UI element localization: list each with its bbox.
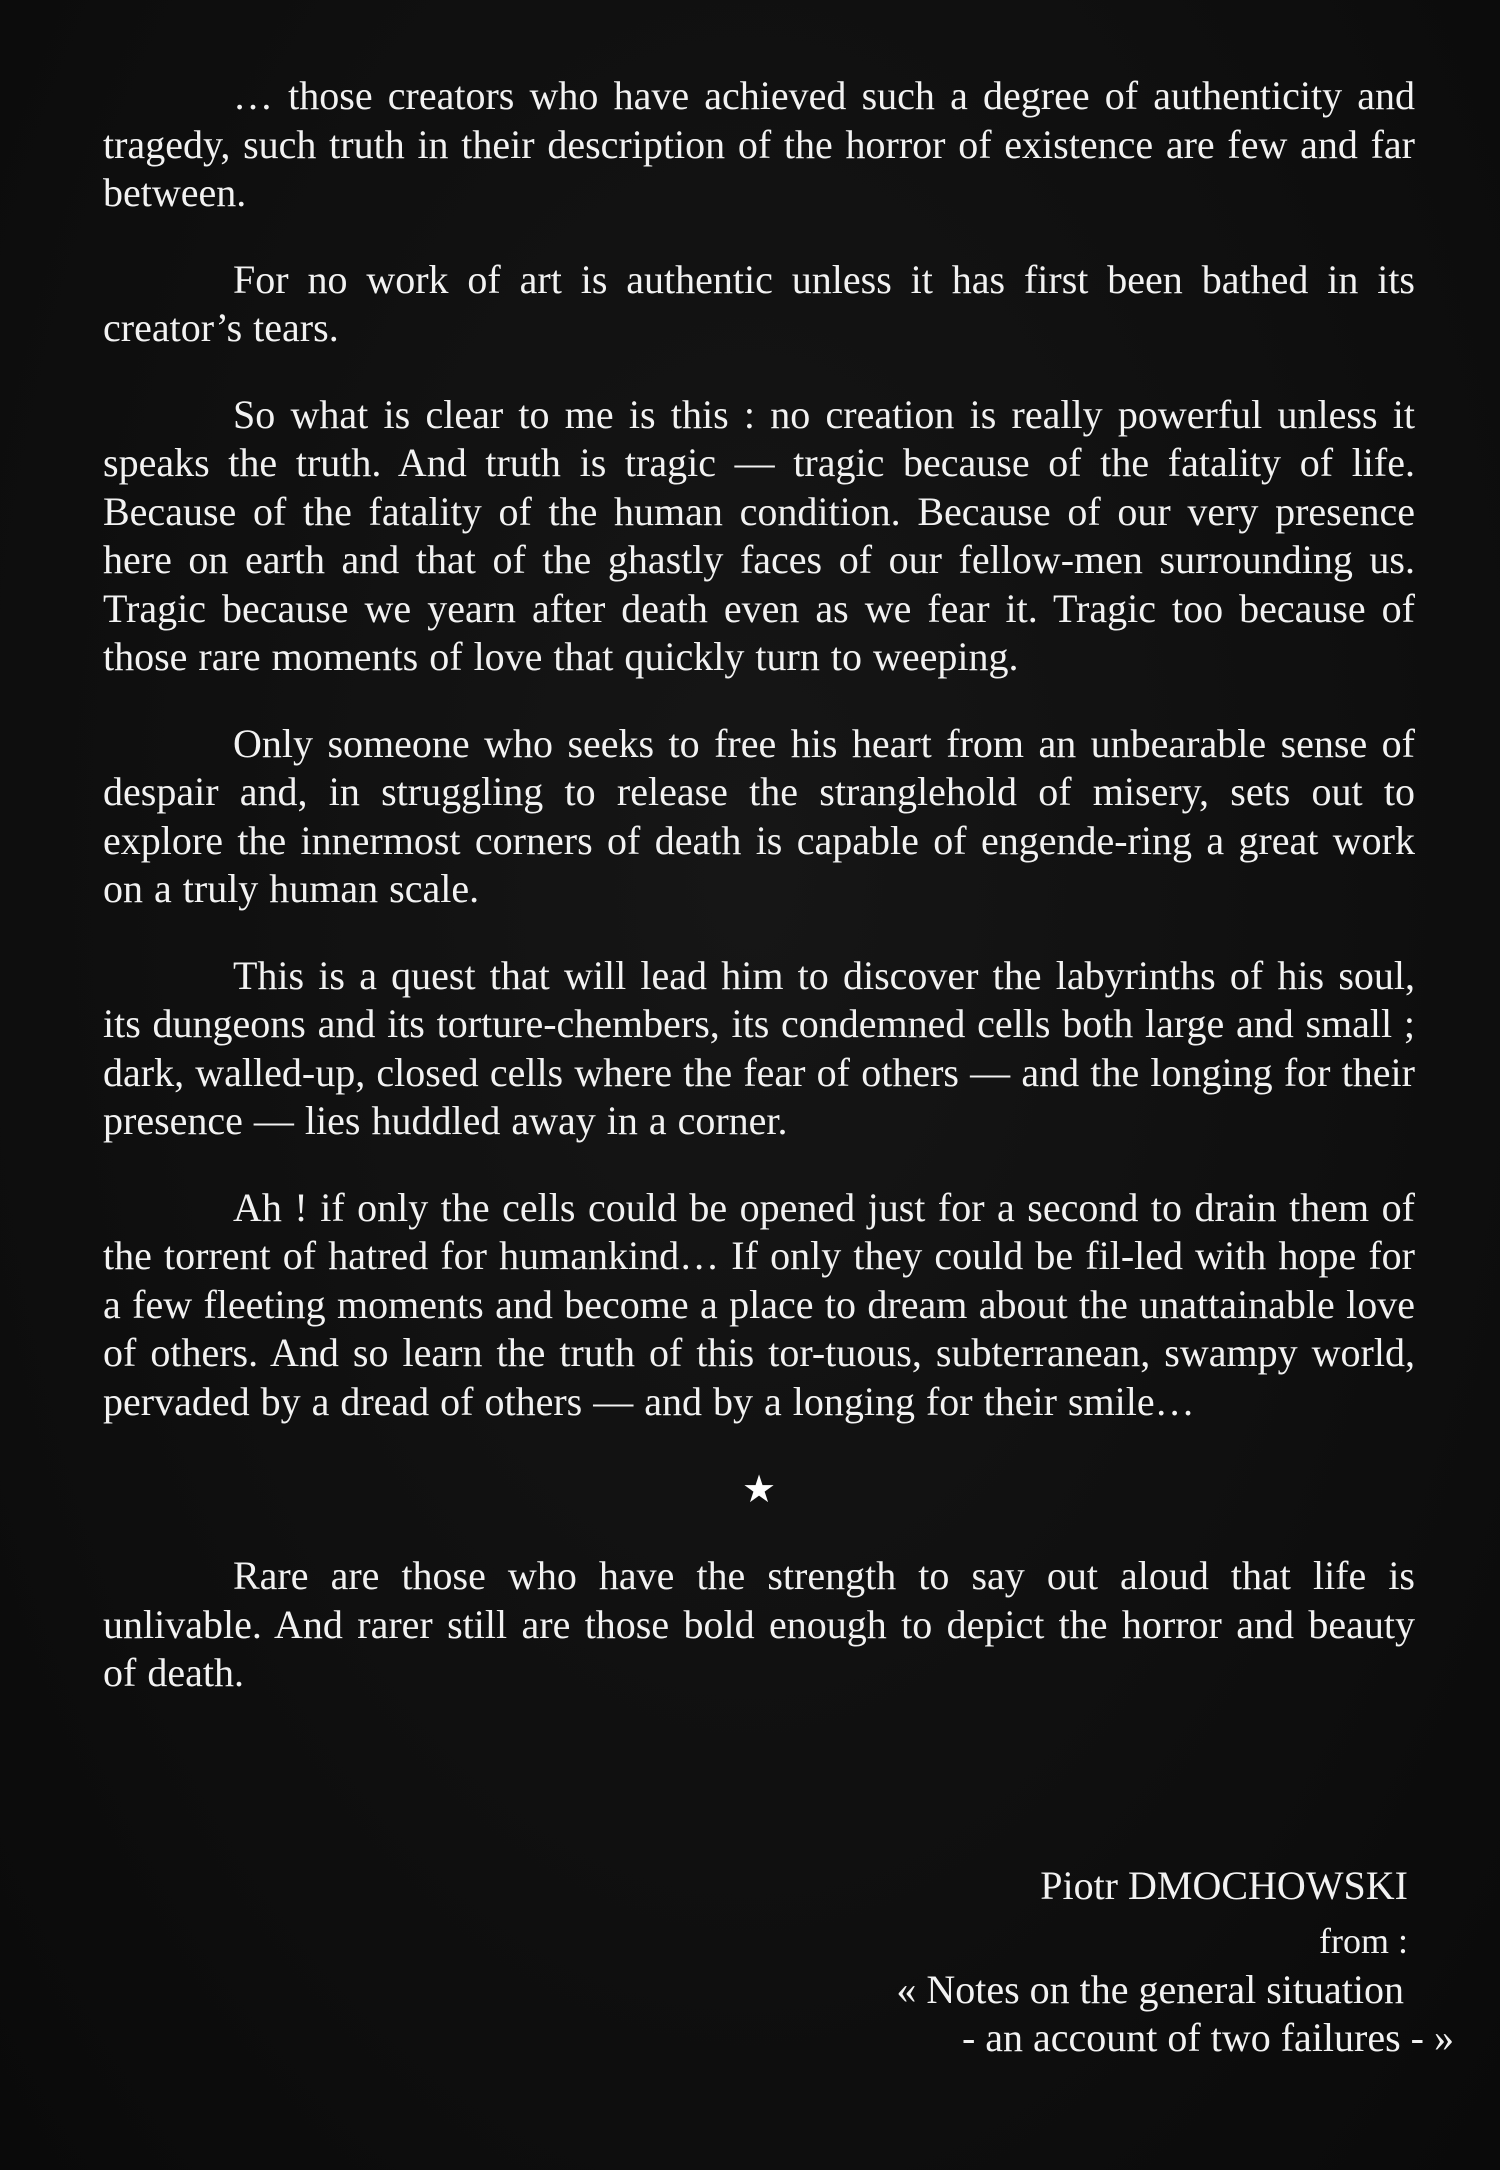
paragraph-6: Ah ! if only the cells could be opened just for a second to drain them of the torrent of hatred for humankind… If only they could be fil-led with hope for a few fleeting moments and become a place to dream about the unattainable love of others. And so learn the truth of this tor-tuous, subterranean, swampy world, pervaded by a dread of others — and by a longing for their smile… [103,1184,1415,1424]
essay-body [103,72,1415,1698]
paragraph-1: … those creators who have achieved such a degree of authenticity and tragedy, such truth in their description of the horror of existence are few and far between. [103,73,1415,215]
source-title-line-1: « Notes on the general situation [896,1967,1404,2012]
paragraph-2: For no work of art is authentic unless it has first been bathed in its creator’s tears. [103,256,1415,350]
paragraph-4: Only someone who seeks to free his heart from an unbearable sense of despair and, in struggling to release the stranglehold of misery, sets out to explore the innermost corners of death is capable of engende-ring a great work on a truly human scale. [103,720,1415,911]
author-name: Piotr DMOCHOWSKI [1040,1863,1408,1908]
from-label: from : [1319,1921,1408,1961]
source-title-line-2: - an account of two failures - » [961,2015,1454,2060]
paragraph-3: So what is clear to me is this : no creation is really powerful unless it speaks the truth. And truth is tragic — tragic because of the fatality of life. Because of the fatality of the human condition. Because of our very presence here on earth and that of the ghastly faces of our fellow-men surrounding us. Tragic because we yearn after death even as we fear it. Tragic too because of those rare moments of love that quickly turn to weeping. [103,391,1415,679]
signature-block [708,1862,1454,2062]
closing-paragraph: Rare are those who have the strength to say out aloud that life is unlivable. And rarer still are those bold enough to depict the horror and beauty of death. [103,1553,1415,1695]
paragraph-5: This is a quest that will lead him to discover the labyrinths of his soul, its dungeons and its torture-chembers, its condemned cells both large and small ; dark, walled-up, closed cells where the fear of others — and the longing for their presence — lies huddled away in a corner. [103,952,1415,1143]
star-separator-icon: ★ [741,1469,777,1511]
